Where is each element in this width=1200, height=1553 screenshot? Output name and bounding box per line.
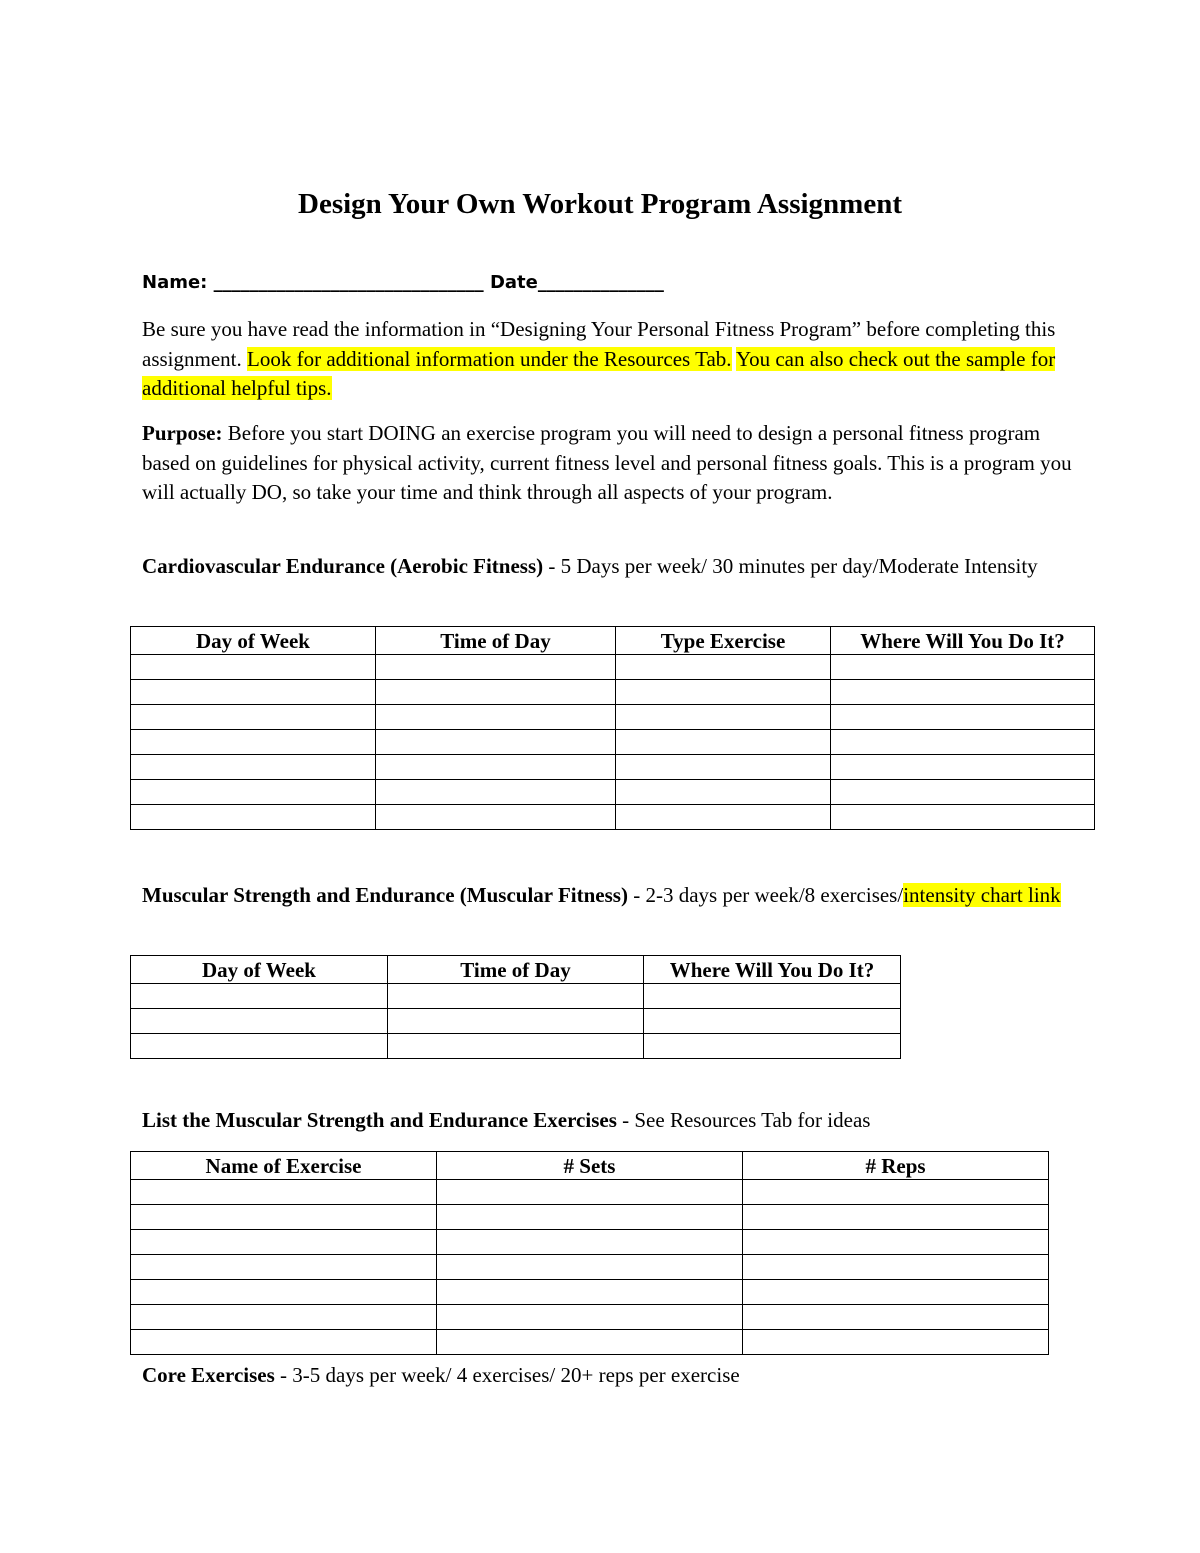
table-cell[interactable] (644, 1009, 901, 1034)
table-cell[interactable] (831, 730, 1095, 755)
exercises-heading-title: List the Muscular Strength and Endurance Exercises (142, 1108, 617, 1132)
cardio-heading-title: Cardiovascular Endurance (Aerobic Fitness) (142, 554, 544, 578)
name-field[interactable]: ______________________________ (213, 272, 484, 293)
table-cell[interactable] (376, 655, 616, 680)
column-header: Name of Exercise (131, 1152, 437, 1180)
muscular-heading (142, 881, 1072, 911)
table-cell[interactable] (376, 705, 616, 730)
table-row (131, 1305, 1049, 1330)
table-row (131, 1009, 901, 1034)
intro-highlight-resources: Look for additional information under the Resources Tab. (247, 346, 732, 371)
table-cell[interactable] (376, 780, 616, 805)
table-row (131, 705, 1095, 730)
table-cell[interactable] (437, 1330, 743, 1355)
muscular-table (130, 955, 901, 1059)
intro-paragraph (142, 315, 1072, 404)
core-heading-detail: - 3-5 days per week/ 4 exercises/ 20+ reps per exercise (274, 1363, 740, 1387)
purpose-label: Purpose: (142, 421, 223, 445)
table-cell[interactable] (376, 755, 616, 780)
table-cell[interactable] (644, 1034, 901, 1059)
page-title: Design Your Own Workout Program Assignment (298, 188, 902, 220)
table-cell[interactable] (131, 1305, 437, 1330)
muscular-heading-title: Muscular Strength and Endurance (Muscular Fitness) (142, 883, 628, 907)
table-cell[interactable] (376, 680, 616, 705)
table-row (131, 730, 1095, 755)
table-cell[interactable] (131, 655, 376, 680)
table-row (131, 1280, 1049, 1305)
table-row (131, 1205, 1049, 1230)
table-cell[interactable] (131, 680, 376, 705)
table-cell[interactable] (131, 1180, 437, 1205)
column-header: Type Exercise (616, 627, 831, 655)
name-label: Name: (142, 272, 208, 293)
table-cell[interactable] (743, 1280, 1049, 1305)
table-cell[interactable] (131, 1280, 437, 1305)
table-cell[interactable] (743, 1180, 1049, 1205)
core-heading-title: Core Exercises (142, 1363, 275, 1387)
table-row (131, 1255, 1049, 1280)
table-cell[interactable] (616, 805, 831, 830)
table-row (131, 680, 1095, 705)
table-cell[interactable] (131, 1205, 437, 1230)
table-cell[interactable] (131, 730, 376, 755)
table-cell[interactable] (131, 805, 376, 830)
table-cell[interactable] (831, 755, 1095, 780)
table-cell[interactable] (131, 755, 376, 780)
table-cell[interactable] (743, 1305, 1049, 1330)
intensity-chart-link[interactable]: intensity chart link (903, 883, 1061, 907)
column-header: Time of Day (376, 627, 616, 655)
table-cell[interactable] (131, 1009, 388, 1034)
exercises-heading-detail: - See Resources Tab for ideas (616, 1108, 871, 1132)
table-cell[interactable] (616, 755, 831, 780)
table-cell[interactable] (131, 1230, 437, 1255)
table-row (131, 1330, 1049, 1355)
table-cell[interactable] (616, 730, 831, 755)
table-cell[interactable] (437, 1205, 743, 1230)
table-cell[interactable] (388, 984, 644, 1009)
table-cell[interactable] (437, 1305, 743, 1330)
table-cell[interactable] (743, 1205, 1049, 1230)
column-header: Where Will You Do It? (831, 627, 1095, 655)
table-row (131, 780, 1095, 805)
intro-highlight-sample: You can also check out the sample for additional helpful tips. (142, 346, 1056, 400)
table-cell[interactable] (831, 680, 1095, 705)
table-cell[interactable] (437, 1180, 743, 1205)
cardio-heading-detail: - 5 Days per week/ 30 minutes per day/Moderate Intensity (543, 554, 1038, 578)
table-cell[interactable] (831, 705, 1095, 730)
table-cell[interactable] (437, 1280, 743, 1305)
cardio-table (130, 626, 1095, 830)
purpose-paragraph (142, 419, 1072, 508)
table-cell[interactable] (743, 1330, 1049, 1355)
table-row (131, 984, 901, 1009)
table-cell[interactable] (644, 984, 901, 1009)
table-cell[interactable] (131, 780, 376, 805)
table-row (131, 805, 1095, 830)
column-header: Day of Week (131, 956, 388, 984)
column-header: Time of Day (388, 956, 644, 984)
table-cell[interactable] (437, 1255, 743, 1280)
table-row (131, 755, 1095, 780)
column-header: # Sets (437, 1152, 743, 1180)
cardio-heading (142, 552, 1072, 582)
date-label: Date (489, 272, 538, 293)
table-row (131, 1230, 1049, 1255)
column-header: # Reps (743, 1152, 1049, 1180)
table-cell[interactable] (616, 705, 831, 730)
table-cell[interactable] (131, 1255, 437, 1280)
table-cell[interactable] (131, 984, 388, 1009)
table-row (131, 1034, 901, 1059)
table-cell[interactable] (616, 780, 831, 805)
table-cell[interactable] (376, 805, 616, 830)
exercises-table (130, 1151, 1049, 1355)
table-row (131, 655, 1095, 680)
intro-text: Be sure you have read the information in “Designing Your Personal Fitness Program” before completing this assignment. (142, 317, 1056, 371)
table-cell[interactable] (616, 655, 831, 680)
exercises-heading (142, 1106, 1072, 1136)
column-header: Day of Week (131, 627, 376, 655)
table-cell[interactable] (831, 780, 1095, 805)
purpose-text: Before you start DOING an exercise program you will need to design a personal fitness program based on guidelines for physical activity, current fitness level and personal fitness goals. This is a program you will actually DO, so take your time and think through all aspects of your program. (142, 421, 1072, 504)
table-cell[interactable] (831, 655, 1095, 680)
muscular-heading-detail: - 2-3 days per week/8 exercises/ (627, 883, 904, 907)
column-header: Where Will You Do It? (644, 956, 901, 984)
table-cell[interactable] (743, 1255, 1049, 1280)
table-cell[interactable] (388, 1009, 644, 1034)
date-field[interactable]: ______________ (537, 272, 664, 293)
table-cell[interactable] (743, 1230, 1049, 1255)
core-heading (142, 1361, 1072, 1391)
table-cell[interactable] (131, 705, 376, 730)
table-cell[interactable] (388, 1034, 644, 1059)
table-cell[interactable] (131, 1034, 388, 1059)
table-cell[interactable] (616, 680, 831, 705)
table-cell[interactable] (831, 805, 1095, 830)
table-cell[interactable] (376, 730, 616, 755)
table-row (131, 1180, 1049, 1205)
table-cell[interactable] (437, 1230, 743, 1255)
name-date-line (142, 272, 664, 293)
table-cell[interactable] (131, 1330, 437, 1355)
